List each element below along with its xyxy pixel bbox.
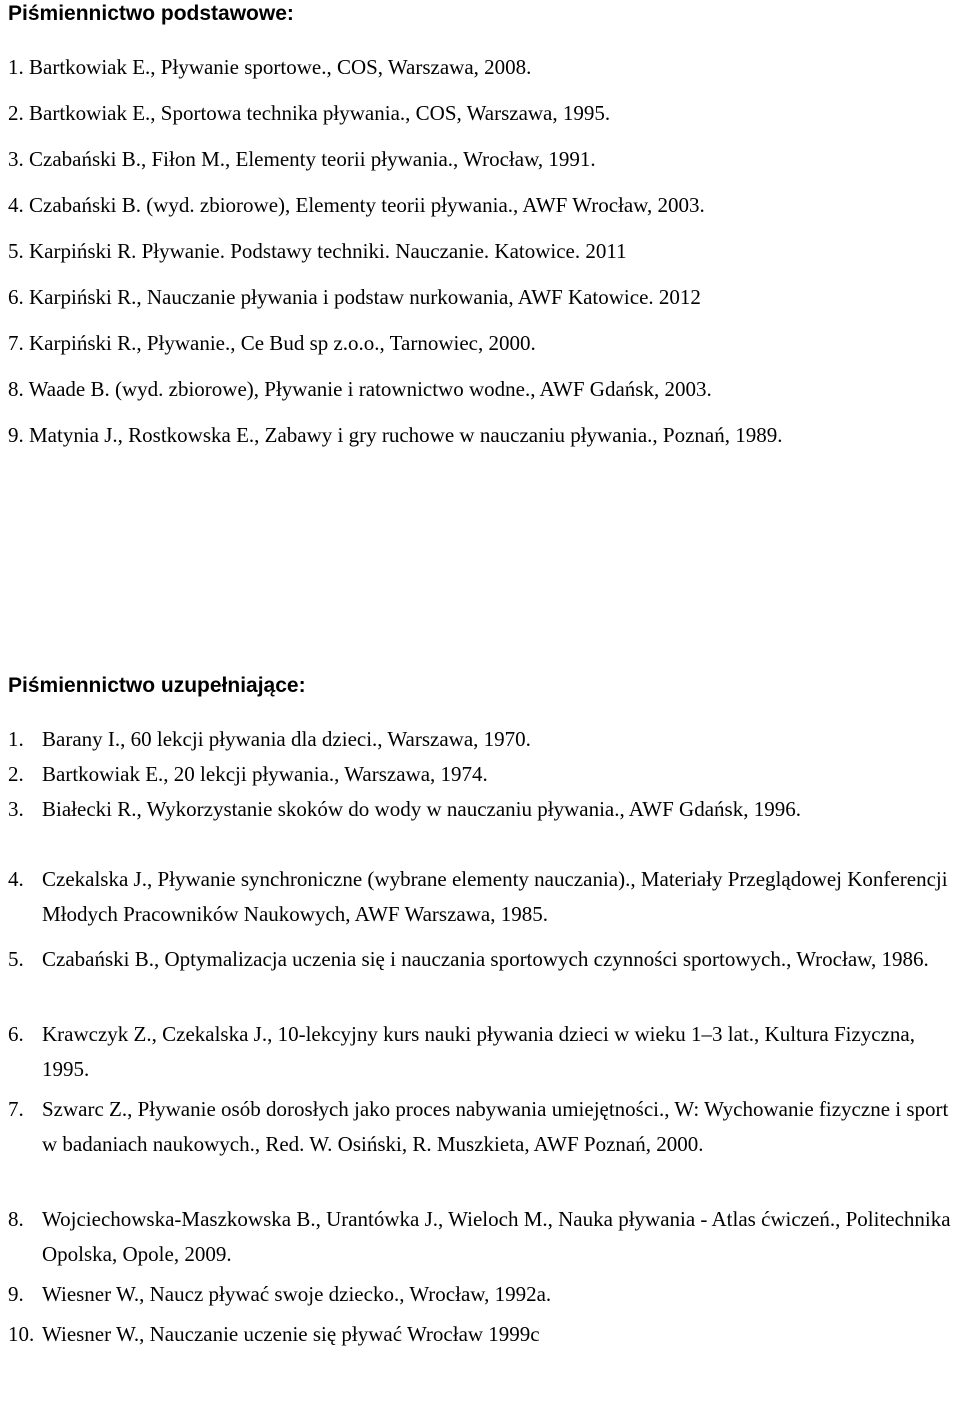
list-item xyxy=(8,1092,958,1197)
item-text: Bartkowiak E., 20 lekcji pływania., Warszawa, 1974. xyxy=(42,762,488,786)
item-text: Czekalska J., Pływanie synchroniczne (wybrane elementy nauczania)., Materiały Przeglądowej Konferencji Młodych Pracowników Naukowych, AWF Warszawa, 1985. xyxy=(42,867,948,926)
list-item: 8. Waade B. (wyd. zbiorowe), Pływanie i ratownictwo wodne., AWF Gdańsk, 2003. xyxy=(8,377,712,401)
item-number: 5. xyxy=(8,947,24,971)
list-item xyxy=(8,1277,958,1312)
list-item xyxy=(8,942,958,1012)
supplementary-bibliography-heading: Piśmiennictwo uzupełniające: xyxy=(8,674,306,697)
item-number: 9. xyxy=(8,1282,24,1306)
item-number: 7. xyxy=(8,1097,24,1121)
item-text: Wiesner W., Naucz pływać swoje dziecko., Wrocław, 1992a. xyxy=(42,1282,552,1306)
list-item: 5. Karpiński R. Pływanie. Podstawy techniki. Nauczanie. Katowice. 2011 xyxy=(8,239,627,263)
item-number: 3. xyxy=(8,797,24,821)
list-item: 3. Czabański B., Fiłon M., Elementy teorii pływania., Wrocław, 1991. xyxy=(8,147,596,171)
list-item xyxy=(8,1017,958,1087)
list-item xyxy=(8,1202,958,1272)
list-item xyxy=(8,722,958,757)
item-text: Wojciechowska-Maszkowska B., Urantówka J., Wieloch M., Nauka pływania - Atlas ćwiczeń., Politechnika Opolska, Opole, 2009. xyxy=(42,1207,951,1266)
list-item: 4. Czabański B. (wyd. zbiorowe), Elementy teorii pływania., AWF Wrocław, 2003. xyxy=(8,193,705,217)
item-text: Wiesner W., Nauczanie uczenie się pływać Wrocław 1999c xyxy=(42,1322,540,1346)
item-number: 6. xyxy=(8,1022,24,1046)
item-text: Szwarc Z., Pływanie osób dorosłych jako proces nabywania umiejętności., W: Wychowanie fizyczne i sport w badaniach naukowych., Red. W. Osiński, R. Muszkieta, AWF Poznań, 2000. xyxy=(42,1097,949,1156)
supplementary-bibliography-list xyxy=(8,722,958,1352)
item-number: 4. xyxy=(8,867,24,891)
list-item: 2. Bartkowiak E., Sportowa technika pływania., COS, Warszawa, 1995. xyxy=(8,101,611,125)
primary-bibliography-list xyxy=(8,52,783,466)
item-text: Czabański B., Optymalizacja uczenia się i nauczania sportowych czynności sportowych., Wrocław, 1986. xyxy=(42,947,929,971)
item-text: Krawczyk Z., Czekalska J., 10-lekcyjny kurs nauki pływania dzieci w wieku 1–3 lat., Kultura Fizyczna, 1995. xyxy=(42,1022,915,1081)
list-item: 9. Matynia J., Rostkowska E., Zabawy i gry ruchowe w nauczaniu pływania., Poznań, 1989. xyxy=(8,423,783,447)
list-item xyxy=(8,862,958,939)
list-item xyxy=(8,1317,958,1352)
primary-bibliography-heading: Piśmiennictwo podstawowe: xyxy=(8,2,294,25)
item-number: 8. xyxy=(8,1207,24,1231)
item-text: Białecki R., Wykorzystanie skoków do wody w nauczaniu pływania., AWF Gdańsk, 1996. xyxy=(42,797,801,821)
item-number: 1. xyxy=(8,727,24,751)
item-number: 10. xyxy=(8,1322,35,1346)
list-item: 7. Karpiński R., Pływanie., Ce Bud sp z.o.o., Tarnowiec, 2000. xyxy=(8,331,536,355)
list-item: 6. Karpiński R., Nauczanie pływania i podstaw nurkowania, AWF Katowice. 2012 xyxy=(8,285,701,309)
item-number: 2. xyxy=(8,762,24,786)
list-item: 1. Bartkowiak E., Pływanie sportowe., COS, Warszawa, 2008. xyxy=(8,55,532,79)
list-item xyxy=(8,757,958,792)
list-item xyxy=(8,792,958,862)
item-text: Barany I., 60 lekcji pływania dla dzieci., Warszawa, 1970. xyxy=(42,727,531,751)
